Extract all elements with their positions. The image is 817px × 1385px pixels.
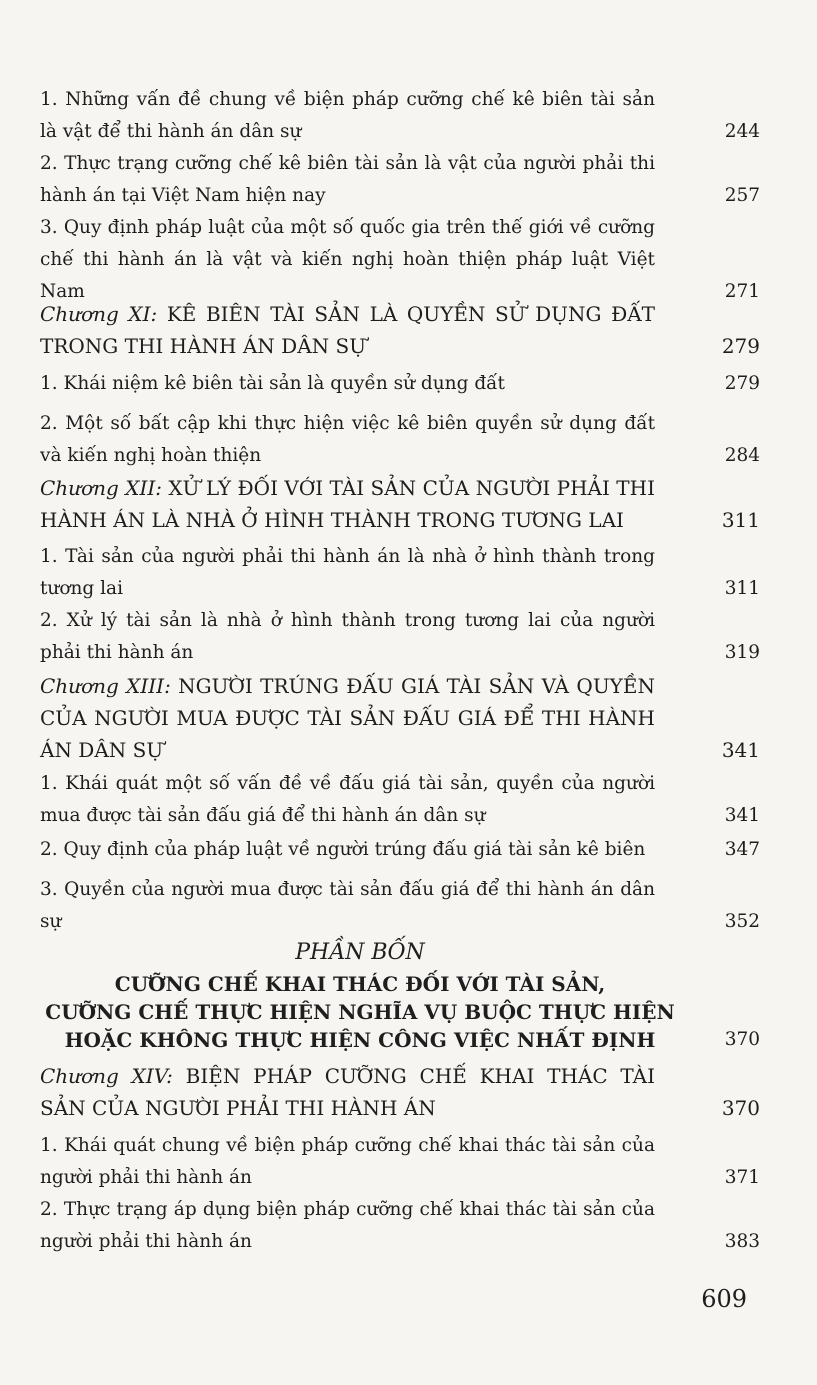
- toc-entry: [40, 84, 760, 148]
- part-title: PHẦN BỐN: [295, 940, 425, 965]
- toc-entry: [40, 408, 760, 472]
- toc-entry-text: 2. Thực trạng cưỡng chế kê biên tài sản là vật của người phải thi hành án tại Việt Nam hiện nay: [40, 153, 655, 206]
- toc-entry-page: 279: [724, 373, 760, 394]
- toc-entry-text: 3. Quyền của người mua được tài sản đấu giá để thi hành án dân sự: [40, 879, 655, 932]
- toc-entry: [40, 148, 760, 212]
- chapter-label: Chương XIV:: [40, 1064, 173, 1088]
- toc-chapter-entry: [40, 670, 760, 766]
- toc-entry: [40, 368, 760, 400]
- chapter-label: Chương XIII:: [40, 674, 171, 698]
- chapter-title: XỬ LÝ ĐỐI VỚI TÀI SẢN CỦA NGƯỜI PHẢI THI HÀNH ÁN LÀ NHÀ Ở HÌNH THÀNH TRONG TƯƠNG LAI: [40, 476, 655, 532]
- chapter-title: NGƯỜI TRÚNG ĐẤU GIÁ TÀI SẢN VÀ QUYỀN CỦA NGƯỜI MUA ĐƯỢC TÀI SẢN ĐẤU GIÁ ĐỂ THI HÀNH ÁN DÂN SỰ: [40, 674, 655, 762]
- toc-entry-text: 2. Một số bất cập khi thực hiện việc kê biên quyền sử dụng đất và kiến nghị hoàn thiện: [40, 413, 655, 466]
- toc-entry-text: 1. Khái quát chung về biện pháp cưỡng chế khai thác tài sản của người phải thi hành án: [40, 1135, 655, 1188]
- toc-entry-text: 2. Xử lý tài sản là nhà ở hình thành trong tương lai của người phải thi hành án: [40, 610, 655, 663]
- toc-entry: [40, 874, 760, 938]
- toc-entry-text: 3. Quy định pháp luật của một số quốc gia trên thế giới về cưỡng chế thi hành án là vật và kiến nghị hoàn thiện pháp luật Việt Nam: [40, 217, 655, 302]
- toc-entry: [40, 212, 760, 308]
- toc-entry-page: 352: [724, 911, 760, 932]
- toc-entry-page: 383: [724, 1231, 760, 1252]
- chapter-label: Chương XI:: [40, 302, 158, 326]
- toc-entry-page: 319: [724, 642, 760, 663]
- toc-entry-text: 1. Khái quát một số vấn đề về đấu giá tài sản, quyền của người mua được tài sản đấu giá để thi hành án dân sự: [40, 773, 655, 826]
- toc-entry-page: 370: [721, 1096, 760, 1120]
- toc-entry: [40, 541, 760, 605]
- toc-entry-page: 257: [724, 185, 760, 206]
- toc-chapter-entry: [40, 298, 760, 362]
- toc-entry-page: 347: [724, 839, 760, 860]
- page-number: 609: [701, 1285, 747, 1313]
- part-subtitle-line: CƯỠNG CHẾ THỰC HIỆN NGHĨA VỤ BUỘC THỰC HIỆN: [45, 1000, 675, 1024]
- toc-entry-page: 284: [724, 445, 760, 466]
- toc-entry: [40, 768, 760, 832]
- toc-entry-text: 1. Khái niệm kê biên tài sản là quyền sử dụng đất: [40, 373, 505, 394]
- toc-entry-page: 341: [724, 805, 760, 826]
- toc-chapter-entry: [40, 1060, 760, 1124]
- toc-chapter-entry: [40, 472, 760, 536]
- part-subtitle-line: HOẶC KHÔNG THỰC HIỆN CÔNG VIỆC NHẤT ĐỊNH: [64, 1028, 656, 1052]
- chapter-title: KÊ BIÊN TÀI SẢN LÀ QUYỀN SỬ DỤNG ĐẤT TRONG THI HÀNH ÁN DÂN SỰ: [40, 302, 656, 358]
- chapter-title: BIỆN PHÁP CƯỠNG CHẾ KHAI THÁC TÀI SẢN CỦA NGƯỜI PHẢI THI HÀNH ÁN: [40, 1064, 655, 1120]
- part-page: 370: [724, 1029, 760, 1050]
- toc-entry-text: 1. Những vấn đề chung về biện pháp cưỡng chế kê biên tài sản là vật để thi hành án dân sự: [40, 89, 655, 142]
- toc-entry-page: 311: [724, 578, 760, 599]
- toc-entry-page: 244: [724, 121, 760, 142]
- toc-entry-page: 271: [724, 281, 760, 302]
- toc-entry-text: 1. Tài sản của người phải thi hành án là nhà ở hình thành trong tương lai: [40, 546, 655, 599]
- part-subtitle-line: CƯỠNG CHẾ KHAI THÁC ĐỐI VỚI TÀI SẢN,: [114, 972, 606, 996]
- toc-entry: [40, 1194, 760, 1258]
- toc-entry-text: 2. Quy định của pháp luật về người trúng đấu giá tài sản kê biên: [40, 839, 646, 860]
- toc-entry-page: 311: [721, 508, 760, 532]
- toc-entry-text: 2. Thực trạng áp dụng biện pháp cưỡng chế khai thác tài sản của người phải thi hành án: [40, 1199, 655, 1252]
- toc-entry: [40, 605, 760, 669]
- toc-entry: [40, 1130, 760, 1194]
- toc-entry: [40, 834, 760, 866]
- toc-entry-page: 279: [721, 334, 760, 358]
- chapter-label: Chương XII:: [40, 476, 162, 500]
- toc-entry-page: 371: [724, 1167, 760, 1188]
- toc-entry-page: 341: [721, 738, 760, 762]
